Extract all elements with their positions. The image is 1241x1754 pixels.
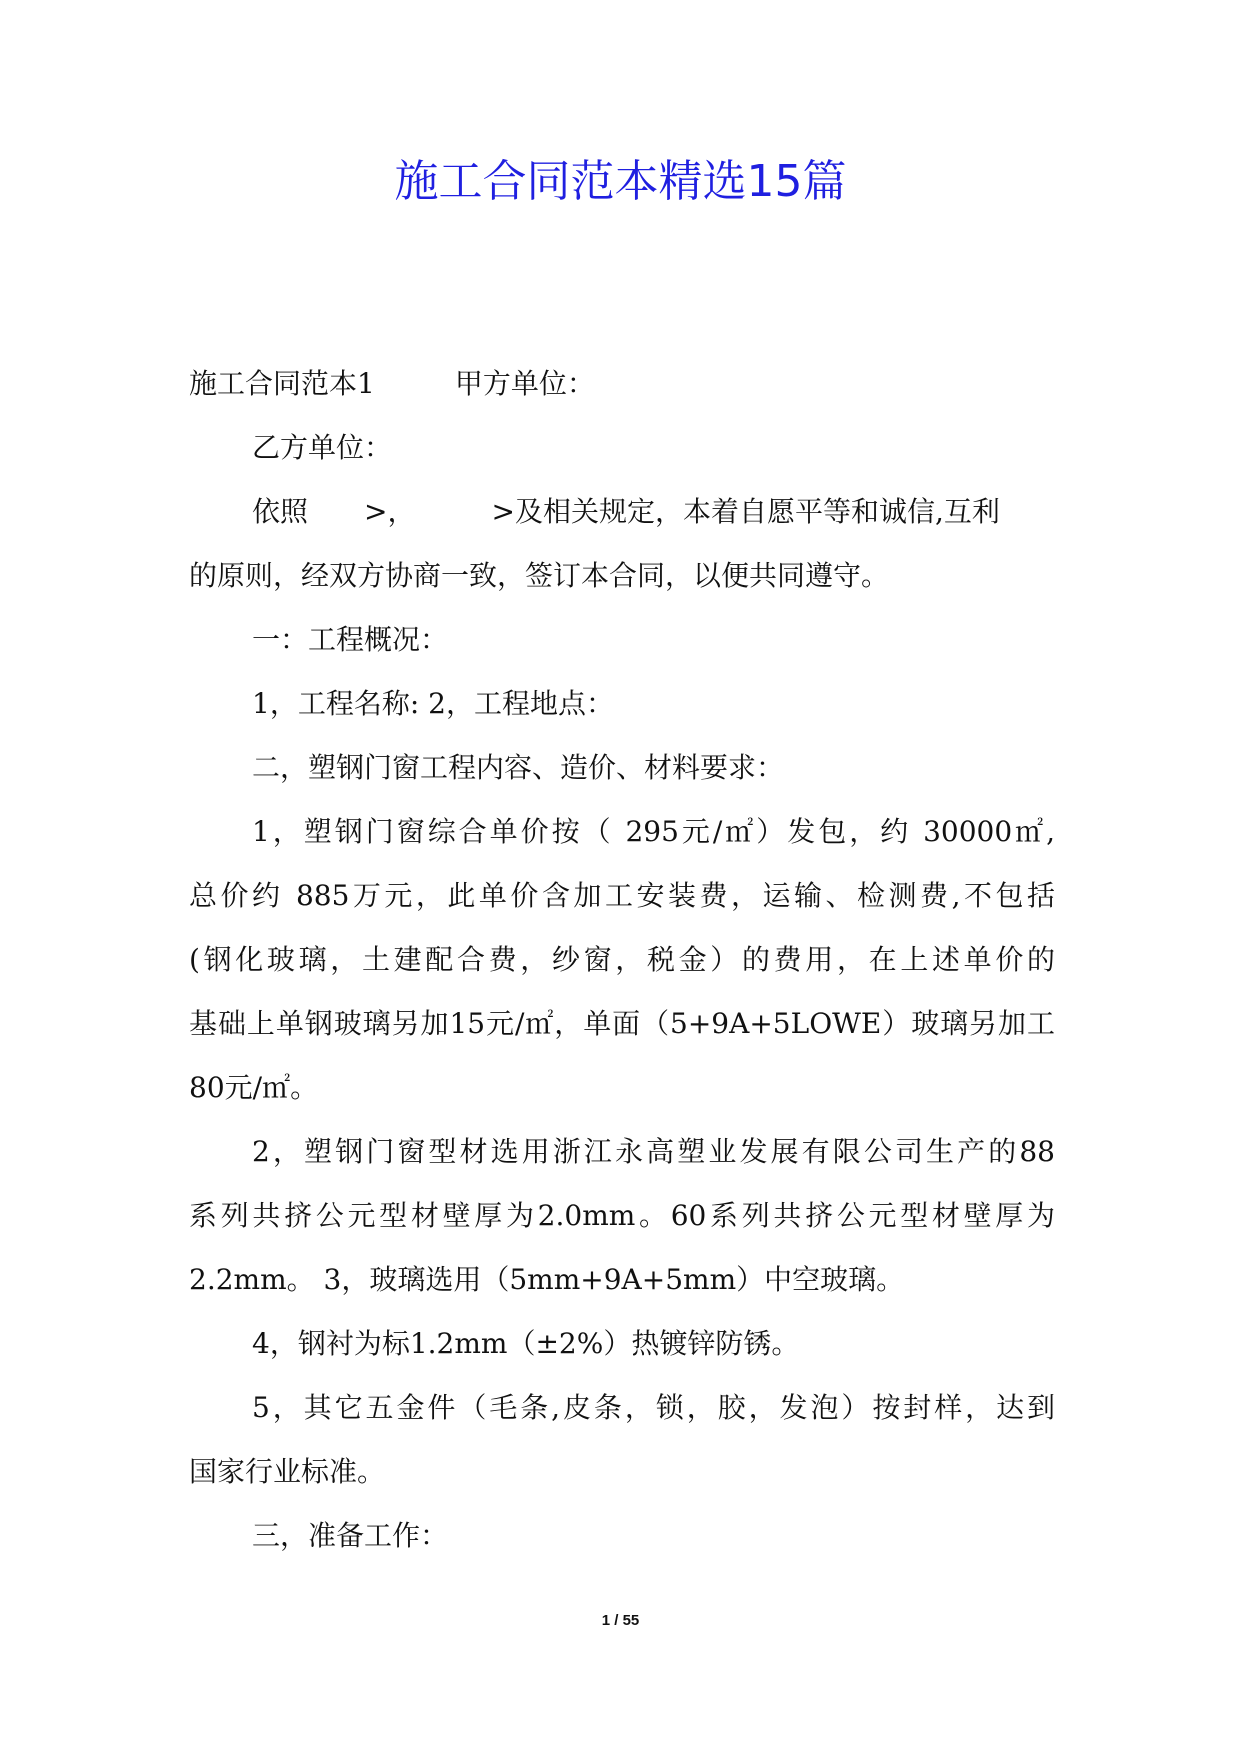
paragraph-line: 国家行业标准。	[189, 1455, 386, 1488]
paragraph-line: (钢化玻璃，土建配合费，纱窗，税金）的费用，在上述单价的	[189, 943, 1055, 976]
paragraph-line: 5，其它五金件（毛条,皮条，锁，胶，发泡）按封样，达到	[252, 1391, 1055, 1424]
contract-heading: 施工合同范本1	[189, 367, 375, 400]
paragraph-line: 系列共挤公元型材壁厚为2.0mm。60系列共挤公元型材壁厚为	[189, 1199, 1055, 1232]
party-a-label: 甲方单位：	[454, 367, 595, 400]
paragraph-line: 依照 >， >及相关规定，本着自愿平等和诚信,互利	[252, 495, 1000, 528]
paragraph-line: 的原则，经双方协商一致，签订本合同，以便共同遵守。	[189, 559, 890, 592]
paragraph-line: 80元/㎡。	[189, 1071, 319, 1104]
paragraph-line: 1，工程名称: 2，工程地点：	[252, 687, 614, 720]
paragraph-line: 基础上单钢玻璃另加15元/㎡，单面（5+9A+5LOWE）玻璃另加工	[189, 1007, 1055, 1040]
paragraph-line: 乙方单位：	[252, 431, 393, 464]
paragraph-line: 2.2mm。 3，玻璃选用（5mm+9A+5mm）中空玻璃。	[189, 1263, 905, 1296]
paragraph-line: 1，塑钢门窗综合单价按（ 295元/㎡）发包，约 30000㎡,	[252, 815, 1055, 848]
section-heading: 一：工程概况：	[252, 623, 449, 656]
section-heading: 二，塑钢门窗工程内容、造价、材料要求：	[252, 751, 785, 784]
paragraph-line: 2，塑钢门窗型材选用浙江永高塑业发展有限公司生产的88	[252, 1135, 1055, 1168]
page-number: 1 / 55	[601, 1612, 640, 1629]
section-heading: 三，准备工作：	[252, 1519, 449, 1552]
paragraph-line: 总价约 885万元，此单价含加工安装费，运输、检测费,不包括	[189, 879, 1055, 912]
document-body	[189, 352, 1055, 1568]
document-title: 施工合同范本精选15篇	[394, 156, 847, 207]
paragraph-line	[189, 352, 1055, 416]
paragraph-line: 4，钢衬为标1.2mm（±2%）热镀锌防锈。	[252, 1327, 800, 1360]
